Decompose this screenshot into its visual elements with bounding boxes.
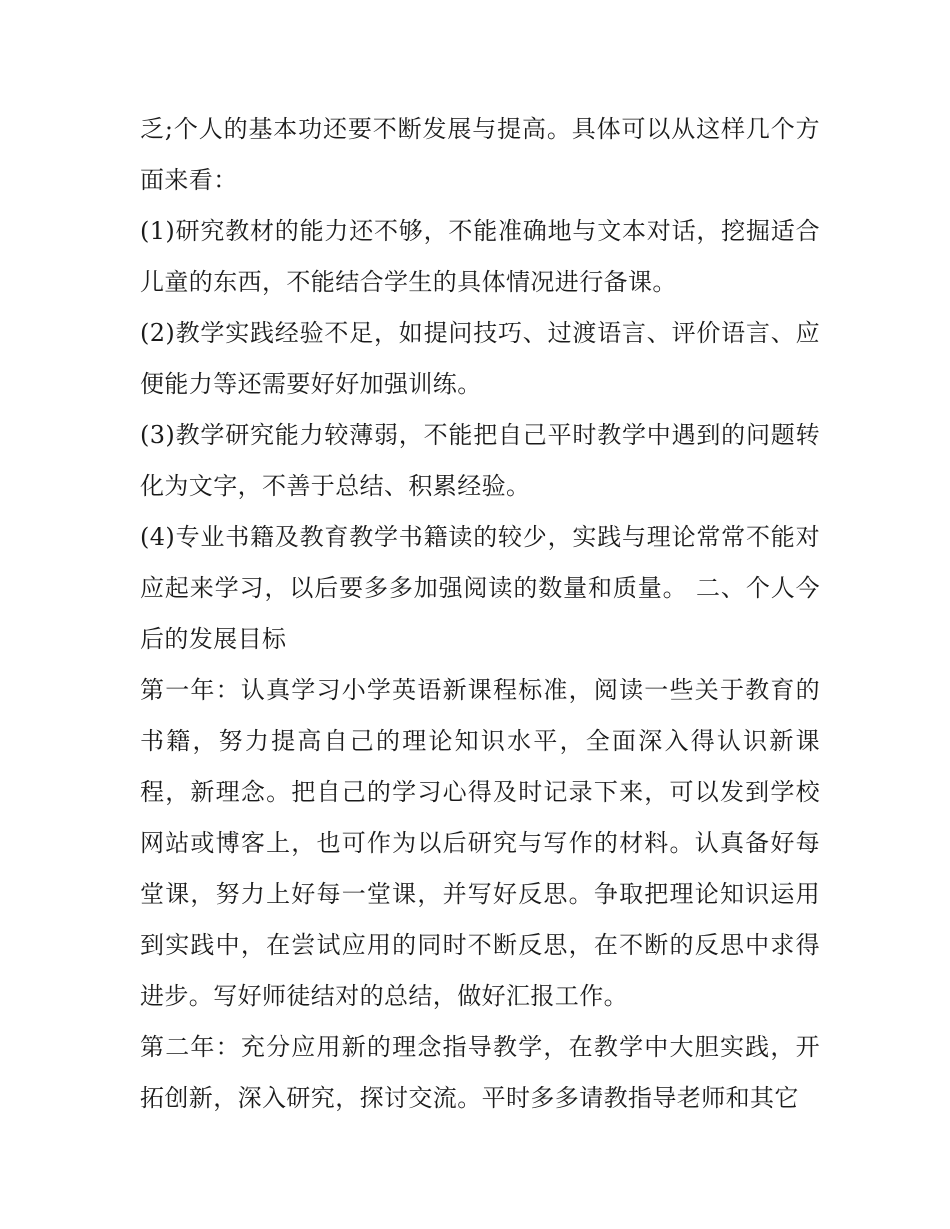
- paragraph-item-3: (3)教学研究能力较薄弱，不能把自己平时教学中遇到的问题转化为文字，不善于总结、积累经验。: [140, 421, 820, 500]
- document-body: [140, 104, 820, 1124]
- paragraph-year-two: 第二年：充分应用新的理念指导教学，在教学中大胆实践，开拓创新，深入研究，探讨交流。平时多多请教指导老师和其它: [140, 1033, 820, 1112]
- paragraph-item-1: (1)研究教材的能力还不够，不能准确地与文本对话，挖掘适合儿童的东西，不能结合学生的具体情况进行备课。: [140, 217, 820, 296]
- paragraph-item-4: (4)专业书籍及教育教学书籍读的较少，实践与理论常常不能对应起来学习，以后要多多加强阅读的数量和质量。 二、个人今后的发展目标: [140, 523, 820, 653]
- paragraph-intro: 乏;个人的基本功还要不断发展与提高。具体可以从这样几个方面来看：: [140, 115, 820, 194]
- paragraph-item-2: (2)教学实践经验不足，如提问技巧、过渡语言、评价语言、应便能力等还需要好好加强训练。: [140, 319, 820, 398]
- paragraph-year-one: 第一年：认真学习小学英语新课程标准，阅读一些关于教育的书籍，努力提高自己的理论知识水平，全面深入得认识新课程，新理念。把自己的学习心得及时记录下来，可以发到学校网站或博客上，也可作为以后研究与写作的材料。认真备好每堂课，努力上好每一堂课，并写好反思。争取把理论知识运用到实践中，在尝试应用的同时不断反思，在不断的反思中求得进步。写好师徒结对的总结，做好汇报工作。: [140, 676, 820, 1010]
